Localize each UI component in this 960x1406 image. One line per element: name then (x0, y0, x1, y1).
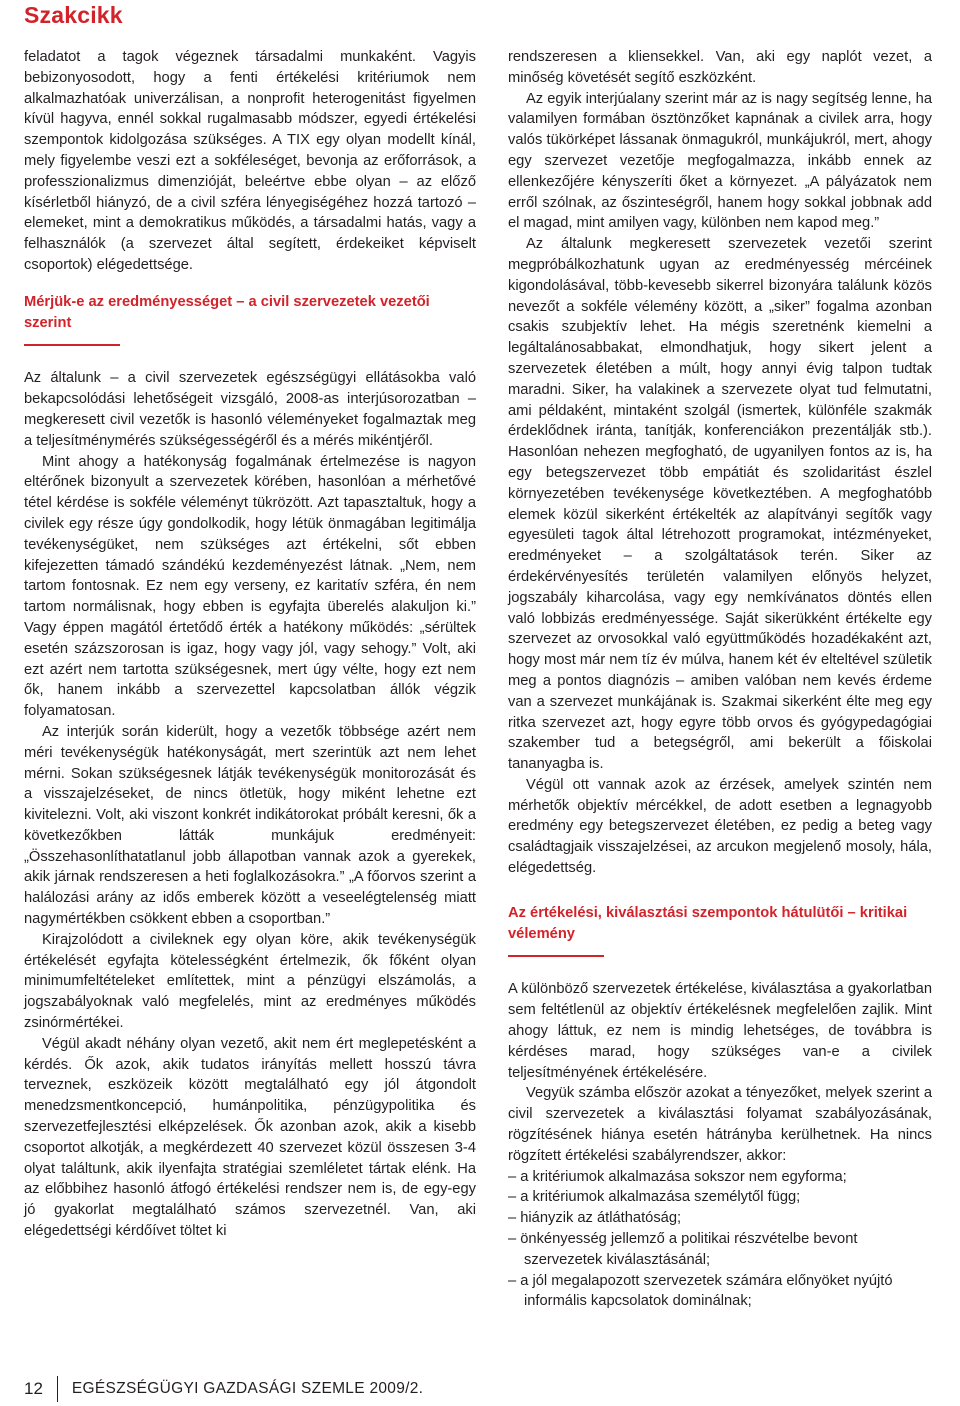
paragraph: Az általunk – a civil szervezetek egészségügyi ellátásokba való bekapcsolódási lehetőségeit vizsgáló, 2008-as interjúsorozatban – megkeresett civil vezetők is hasonló véleményeket fogalmaztak meg a teljesítménymérés szükségességéről és a mérés mikéntjéről. (24, 370, 476, 449)
list-item: – önkényesség jellemző a politikai részvételbe bevont szervezetek kiválasztásánál; (508, 1231, 858, 1268)
criteria-list (508, 1167, 932, 1313)
paragraph: Kirajzolódott a civileknek egy olyan köre, akik tevékenységük értékelését egyfajta kötelességként értelmezik, ők főként olyan minimumfeltételeket említettek, mint a pénzügyi elszámolás, a jogszabályoknak való megfelelés, mint az eredményes működés zsinórmértékei. (24, 931, 476, 1032)
heading-rule (24, 344, 120, 346)
footer-divider (57, 1376, 58, 1402)
paragraph: Az egyik interjúalany szerint már az is nagy segítség lenne, ha valamilyen formában ösztönzőket kapnának a civilek arra, hogy valós tükörképet lássanak önmagukról, munkájukról, mert, ahogy egy szervezet vezetője megfogalmazza, inkább ennek az ellenkezőjére kényszeríti őket a környezet. „A pályázatok nem erről szólnak, az őszinteségről, hanem hogy sokkal jobbnak add el magad, mint amilyen vagy, különben nem kapod meg.” (508, 90, 932, 232)
list-item: – a jól megalapozott szervezetek számára előnyöket nyújtó informális kapcsolatok dominálnak; (508, 1272, 893, 1310)
journal-title: EGÉSZSÉGÜGYI GAZDASÁGI SZEMLE 2009/2. (71, 1380, 424, 1397)
paragraph: Mint ahogy a hatékonyság fogalmának értelmezése is nagyon eltérőnek bizonyult a szervezetek körében, hasonlóan a mérhetővé tétel kérdése is sokféle véleményt tükrözött. Azt tapasztaltuk, hogy a civilek egy része úgy gondolkodik, hogy létük önmagában legitimálja tevékenységüket, nem szükséges azt értékelni, sőt ebben kifejezetten támadó szándékú kezdeményezést látnak. „Nem, nem tartom fontosnak. Ez nem egy verseny, ez karitatív szféra, én nem tartom normálisnak, hogy ebben is egyfajta überelés alakuljon ki.” Vagy éppen magától értetődő érték a hatékony működés: „sérültek esetén százszorosan is igaz, hogy vagy jól, vagy sehogy.” Volt, aki ezt azért nem tartotta szükségesnek, mert úgy vélte, hogy ezt nem ők, hanem inkább a szervezettel kapcsolatban állók végzik folyamatosan. (24, 453, 476, 720)
paragraph: Az interjúk során kiderült, hogy a vezetők többsége azért nem méri tevékenységük hatékonyságát, mert szerintük azt nem lehet mérni. Sokan szükségesnek látják tevékenységük monitorozását és a visszajelzéseket, de nincs ötletük, hogy miként lehetne ezt kivitelezni. Volt, aki viszont konkrét indikátorokat próbált keresni, ők a következőkben látták munkájuk eredményeit: „Összehasonlíthatatlanul jobb állapotban vannak azok a gyerekek, akik járnak rendszeresen a heti foglalkozásokra.” „A főorvos szerint a halálozási arány az idős emberek között a veseelégtelenség miatt nagymértékben csökkent ebben a csoportban.” (24, 723, 476, 928)
left-column (24, 47, 476, 1242)
heading-rule (508, 955, 604, 957)
paragraph: Végül ott vannak azok az érzések, amelyek szintén nem mérhetők objektív mércékkel, de adott esetben a legnagyobb eredmény egy betegszervezet életében, ez pedig a beteg vagy családtagjaik visszajelzései, az arcukon megjelenő mosoly, hála, elégedettség. (508, 776, 932, 877)
paragraph: Vegyük számba először azokat a tényezőket, melyek szerint a civil szervezetek a kiválasztási folyamat szabályozásának, rögzítésének hiánya esetén hátrányba kerülhetnek. Ha nincs rögzített értékelési szabályrendszer, akkor: (508, 1085, 932, 1164)
paragraph: A különböző szervezetek értékelése, kiválasztása a gyakorlatban sem feltétlenül az objektív értékelésnek megfelelően zajlik. Mint ahogy láttuk, ez nem is mindig lehetséges, de továbbra is kérdéses marad, hogy szükséges van-e a civilek teljesítményének értékelésére. (508, 981, 932, 1081)
paragraph: rendszeresen a kliensekkel. Van, aki egy naplót vezet, a minőség követését segítő eszközként. (508, 49, 932, 86)
section-heading: Mérjük-e az eredményességet – a civil szervezetek vezetői szerint (24, 293, 430, 331)
list-item: – a kritériumok alkalmazása személytől függ; (508, 1189, 801, 1206)
section-label: Szakcikk (24, 2, 123, 28)
list-item: – a kritériumok alkalmazása sokszor nem egyforma; (508, 1168, 847, 1185)
list-item: – hiányzik az átláthatóság; (508, 1210, 682, 1227)
paragraph: Az általunk megkeresett szervezetek vezetői szerint megpróbálkozhatunk ugyan az eredményesség mércéinek kigondolásával, több-kevesebb sikerrel bizonyára találunk közös nevezőt a sokféle vélemény között, a „siker” fogalma azonban csakis szubjektív lehet. Ha mégis szeretnénk kiemelni a legáltalánosabbakat, elmondhatjuk, hogy sikert jelent a szervezetek életében a múlt, hogy annyi évig talpon tudtak maradni. Siker, ha valakinek a szervezete olyat tud felmutatni, ami példaként, mintaként szolgál (ismertek, különféle szakmák érdeklődnek iránta, tanítják, konferenciákon prezentálják stb.). Hasonlóan nehezen megfogható, de ugyanilyen fontos az is, ha egy betegszervezet több empátiát és szolidaritást észlel környezetében tevékenysége következtében. A megfoghatóbb elemek közül sikerként értékelték az alapítványi segítők vagy egyesületi tagok által létrehozott programokat, intézményeket, eredményeket – a szolgáltatások terén. Siker az érdekérvényesítés területén valamilyen előnyös helyzet, jogszabály kiharcolása, vagy egy nemkívánatos döntés ellen való lobbizás eredményessége. Saját sikerükként értékelte egy szervezet az orvosokkal való együttműködés hozadékaként azt, hogy most már nem tíz év múlva, hanem két év elteltével születik meg a pontos diagnózis – amiben valóban nem kevés érdeme van a szervezet munkájának is. Szakmai sikerként élte meg egy ritka szervezet azt, hogy egyre több orvos és gyógypedagógiai szakember tud a betegségről, ami bekerült a főiskolai tananyagba is. (508, 236, 932, 773)
page-footer (24, 1376, 423, 1402)
right-column (508, 47, 932, 1312)
paragraph: feladatot a tagok végeznek társadalmi munkaként. Vagyis bebizonyosodott, hogy a fenti értékelési kritériumok nem alkalmazhatóak univerzálisan, a nonprofit heterogenitást figyelmen kívül hagyva, ennél sokkal rugalmasabb módszer, egyedi értékelési szempontok kidolgozása szükséges. A TIX egy olyan modellt kínál, mely figyelembe veszi ezt a sokféleséget, bevonja az erőforrások, a professzionalizmus dimenzióját, beleértve ebbe olyan – az előző kísérletből hiányzó, de a civil szféra lényegiségéhez hozzá tartozó – elemeket, mint a demokratikus működés, a társadalmi hatás, vagy a felhasználók (a szervezet által segített, érdekeiket képviselt csoportok) elégedettsége. (24, 49, 476, 273)
paragraph: Végül akadt néhány olyan vezető, akit nem ért meglepetésként a kérdés. Ők azok, akik tudatos irányítás mellett hosszú távra terveznek, eszközeik között megtalálható egy jól átgondolt menedzsmentkoncepció, humánpolitika, pénzügypolitika és szervezetfejlesztési elképzelések. Ők azonban azok, akik a kisebb csoportot alkotják, a megkérdezett 40 szervezet közül összesen 3-4 olyat találtunk, akik ilyenfajta stratégiai szemléletet tártak elénk. Ha az előbbihez hasonló átfogó értékelési rendszer nem is, de egy-egy jó gyakorlat megtalálható számos szervezetnél. Van, aki elégedettségi kérdőívet töltet ki (24, 1035, 476, 1240)
page-number: 12 (24, 1379, 43, 1398)
section-heading: Az értékelési, kiválasztási szempontok hátulütői – kritikai vélemény (508, 904, 908, 942)
